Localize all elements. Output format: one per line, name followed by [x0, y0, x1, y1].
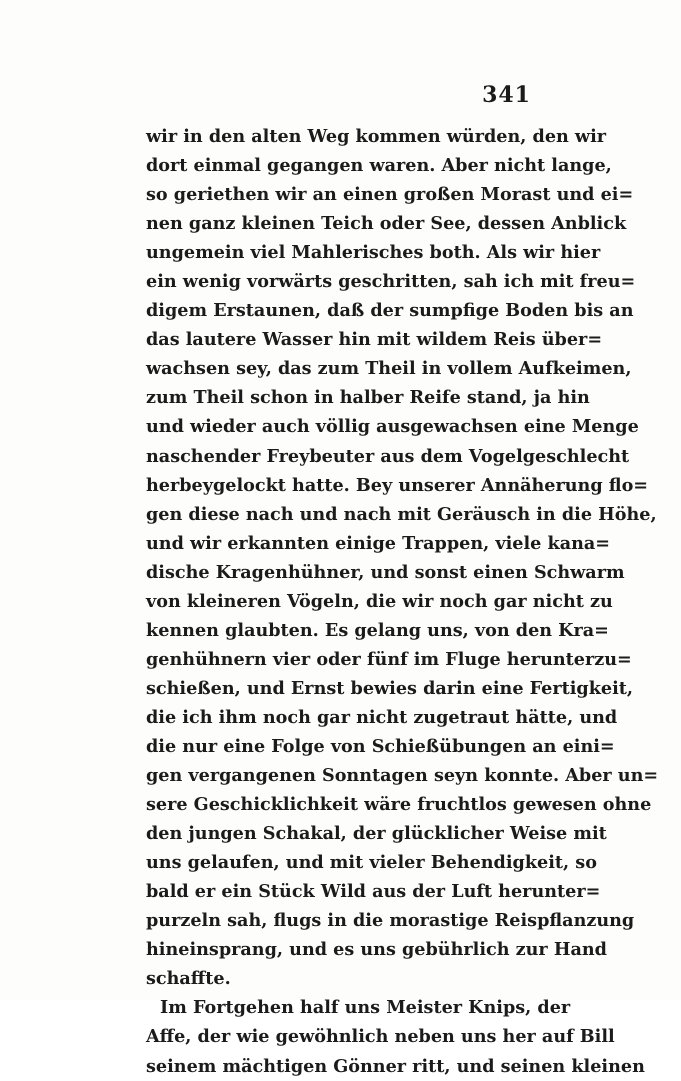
text-line: schaffte.: [146, 968, 231, 990]
text-line: und wieder auch völlig ausgewachsen eine Menge: [146, 416, 639, 438]
text-line: ungemein viel Mahlerisches both. Als wir hier: [146, 242, 601, 264]
text-line: gen vergangenen Sonntagen seyn konnte. Aber un=: [146, 765, 659, 787]
text-line: herbeygelockt hatte. Bey unserer Annäherung flo=: [146, 474, 649, 496]
text-line: und wir erkannten einige Trappen, viele kana=: [146, 532, 611, 554]
text-line: uns gelaufen, und mit vieler Behendigkeit, so: [146, 852, 597, 874]
text-line: hineinsprang, und es uns gebührlich zur Hand: [146, 939, 607, 961]
text-line: dort einmal gegangen waren. Aber nicht lange,: [146, 155, 612, 177]
text-line: wir in den alten Weg kommen würden, den wir: [146, 126, 607, 147]
text-line: zum Theil schon in halber Reife stand, ja hin: [146, 387, 590, 409]
text-line: nen ganz kleinen Teich oder See, dessen Anblick: [146, 213, 627, 235]
body-text: [146, 122, 659, 1081]
text-line: den jungen Schakal, der glücklicher Weise mit: [146, 823, 607, 845]
text-line: die nur eine Folge von Schießübungen an eini=: [146, 735, 615, 757]
text-line: ein wenig vorwärts geschritten, sah ich mit freu=: [146, 271, 636, 293]
text-line: gen diese nach und nach mit Geräusch in die Höhe,: [146, 503, 657, 525]
text-line: so geriethen wir an einen großen Morast und ei=: [146, 184, 634, 206]
text-line: digem Erstaunen, daß der sumpfige Boden bis an: [146, 300, 634, 322]
text-line: von kleineren Vögeln, die wir noch gar nicht zu: [146, 590, 613, 612]
text-line: die ich ihm noch gar nicht zugetraut hätte, und: [146, 706, 618, 728]
text-line: sere Geschicklichkeit wäre fruchtlos gewesen ohne: [146, 794, 652, 816]
text-line: das lautere Wasser hin mit wildem Reis über=: [146, 329, 603, 351]
text-line: purzeln sah, flugs in die morastige Reispflanzung: [146, 910, 635, 932]
text-line: schießen, und Ernst bewies darin eine Fertigkeit,: [146, 677, 634, 699]
text-line: Affe, der wie gewöhnlich neben uns her auf Bill: [146, 1026, 615, 1048]
text-line: seinem mächtigen Gönner ritt, und seinen kleinen: [146, 1055, 645, 1077]
text-line: Im Fortgehen half uns Meister Knips, der: [160, 997, 571, 1019]
text-line: naschender Freybeuter aus dem Vogelgeschlecht: [146, 445, 630, 467]
text-line: wachsen sey, das zum Theil in vollem Aufkeimen,: [146, 358, 632, 380]
page-number: 341: [482, 82, 531, 108]
text-line: genhühnern vier oder fünf im Fluge herunterzu=: [146, 648, 632, 670]
text-line: kennen glaubten. Es gelang uns, von den Kra=: [146, 619, 609, 641]
text-line: bald er ein Stück Wild aus der Luft herunter=: [146, 881, 601, 903]
text-line: dische Kragenhühner, und sonst einen Schwarm: [146, 561, 625, 583]
